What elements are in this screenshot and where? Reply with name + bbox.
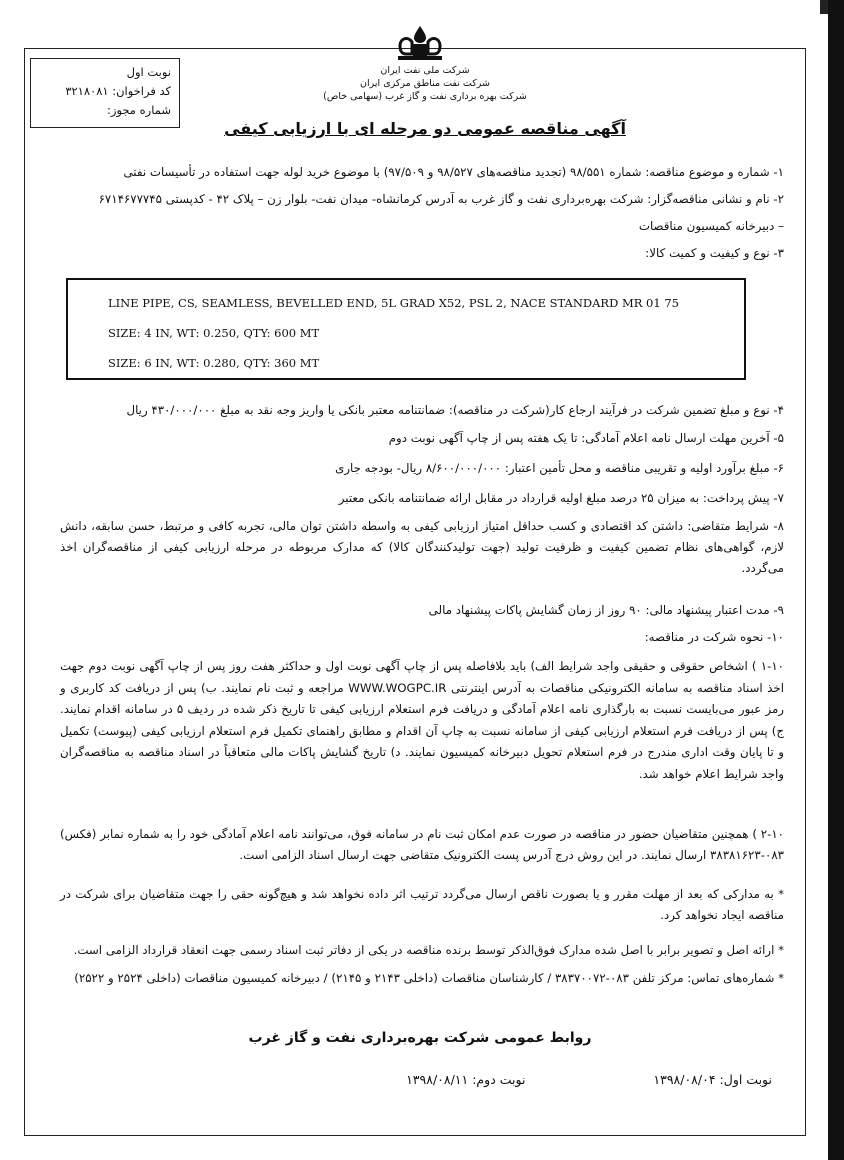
item-3: ۳- نوع و کیفیت و کمیت کالا:	[645, 246, 784, 260]
nioc-logo-icon	[392, 24, 448, 62]
item-2-continued: – دبیرخانه کمیسیون مناقصات	[638, 219, 784, 233]
item-10: ۱۰- نحوه شرکت در مناقصه:	[644, 630, 784, 644]
first-publish-date: نوبت اول: ۱۳۹۸/۰۸/۰۴	[653, 1072, 772, 1087]
goods-box	[66, 278, 746, 380]
item-2: ۲- نام و نشانی مناقصه‌گزار: شرکت بهره‌برداری نفت و گاز غرب به آدرس کرمانشاه- میدان نفت- بلوار زن – پلاک ۴۲ - کدپستی ۶۷۱۴۶۷۷۷۴۵	[98, 192, 784, 206]
info-permit-number: شماره مجوز:	[107, 103, 171, 117]
company-line-2: شرکت نفت مناطق مرکزی ایران	[360, 78, 490, 89]
company-line-3: شرکت بهره برداری نفت و گاز غرب (سهامی خاص)	[323, 91, 527, 102]
item-10-2: ۲-۱۰ ) همچنین متقاضیان حضور در مناقصه در صورت عدم امکان ثبت نام در سامانه فوق، می‌توانند نامه اعلام آمادگی خود را به شماره نمابر (فکس) ۰۸۳-۳۸۳۸۱۶۲۳ ارسال نمایند. در این روش درج آدرس پست الکترونیک متقاضی جهت ارسال اسناد الزامی است.	[60, 827, 784, 862]
item-10-1: ۱-۱۰ ) اشخاص حقوقی و حقیقی واجد شرایط الف) باید بلافاصله پس از چاپ آگهی نوبت اول و حداکثر هفت روز پس از چاپ آگهی نوبت دوم جهت اخذ اسناد مناقصه به سامانه الکترونیکی مناقصات به آدرس اینترنتی WWW.WOGPC.IR مراجعه و ثبت نام نمایند. ب) پس از دریافت کد کاربری و رمز عبور می‌بایست نسبت به بارگذاری نامه اعلام آمادگی و دریافت فرم استعلام ارزیابی کیفی تا تاریخ ذکر شده در ردیف ۵ در سامانه اقدام نمایند. ج) پس از دریافت فرم استعلام ارزیابی کیفی از سامانه نسبت به چاپ آن اقدام و مطابق راهنمای تکمیل فرم استعلام ارزیابی کیفی (پیوست) تکمیل و تا پایان وقت اداری مندرج در فرم استعلام تحویل دبیرخانه کمیسیون نمایند. د) تاریخ گشایش پاکات مالی متعاقباً در اسناد مناقصه به مناقصه‌گران واجد شرایط اعلام خواهد شد.	[60, 659, 785, 781]
info-round: نوبت اول	[126, 65, 171, 79]
scan-edge-mark	[820, 0, 828, 14]
company-names	[310, 64, 540, 103]
scan-edge	[828, 0, 844, 1160]
publish-dates	[406, 1072, 772, 1087]
item-5: ۵- آخرین مهلت ارسال نامه اعلام آمادگی: تا یک هفته پس از چاپ آگهی نوبت دوم	[388, 431, 784, 445]
page-title: آگهی مناقصه عمومی دو مرحله ای با ارزیابی کیفی	[224, 119, 626, 138]
item-6: ۶- مبلغ برآورد اولیه و تقریبی مناقصه و محل تأمین اعتبار: ۸/۶۰۰/۰۰۰/۰۰۰ ریال- بودجه جاری	[335, 461, 784, 475]
company-line-1: شرکت ملی نفت ایران	[380, 65, 470, 76]
goods-line-3: SIZE: 6 IN, WT: 0.280, QTY: 360 MT	[108, 356, 320, 370]
note-3: * شماره‌های تماس: مرکز تلفن ۰۸۳-۳۸۳۷۰۰۷۲ / کارشناسان مناقصات (داخلی ۲۱۴۳ و ۲۱۴۵) / دبیرخانه کمیسیون مناقصات (داخلی ۲۵۲۴ و ۲۵۲۲)	[74, 971, 784, 985]
info-call-code: کد فراخوان: ۳۲۱۸۰۸۱	[65, 84, 171, 98]
item-9: ۹- مدت اعتبار پیشنهاد مالی: ۹۰ روز از زمان گشایش پاکات پیشنهاد مالی	[428, 603, 784, 617]
footer-title: روابط عمومی شرکت بهره‌برداری نفت و گاز غرب	[248, 1030, 592, 1046]
note-1: * به مدارکی که بعد از مهلت مقرر و یا بصورت ناقص ارسال می‌گردد ترتیب اثر داده نخواهد شد و هیچ‌گونه حقی را جهت متقاضیان برای شرکت در مناقصه ایجاد نخواهد کرد.	[60, 887, 784, 922]
item-8: ۸- شرایط متقاضی: داشتن کد اقتصادی و کسب حداقل امتیاز ارزیابی کیفی به واسطه داشتن توان مالی، تجربه کافی و مرتبط، حسن سابقه، دانش لازم، گواهی‌های نظام تضمین کیفیت و ظرفیت تولید (جهت تولیدکنندگان کالا) که مدارک مربوطه در مرحله ارزیابی کیفی از مناقصه‌گران اخذ می‌گردد.	[60, 519, 784, 575]
note-2: * ارائه اصل و تصویر برابر با اصل شده مدارک فوق‌الذکر توسط برنده مناقصه در یکی از دفاتر ثبت اسناد رسمی جهت انعقاد قرارداد الزامی است.	[73, 943, 784, 957]
second-publish-date: نوبت دوم: ۱۳۹۸/۰۸/۱۱	[406, 1072, 526, 1087]
goods-line-2: SIZE: 4 IN, WT: 0.250, QTY: 600 MT	[108, 326, 320, 340]
info-box	[30, 58, 180, 128]
item-1: ۱- شماره و موضوع مناقصه: شماره ۹۸/۵۵۱ (تجدید مناقصه‌های ۹۸/۵۲۷ و ۹۷/۵۰۹) با موضوع خرید لوله جهت استفاده در تأسیسات نفتی	[123, 165, 784, 179]
goods-line-1: LINE PIPE, CS, SEAMLESS, BEVELLED END, 5L GRAD X52, PSL 2, NACE STANDARD MR 01 75	[108, 296, 679, 310]
item-4: ۴- نوع و مبلغ تضمین شرکت در فرآیند ارجاع کار(شرکت در مناقصه): ضمانتنامه معتبر بانکی یا واریز وجه نقد به مبلغ ۴۳۰/۰۰۰/۰۰۰ ریال	[126, 403, 784, 417]
item-7: ۷- پیش پرداخت: به میزان ۲۵ درصد مبلغ اولیه قرارداد در مقابل ارائه ضمانتنامه بانکی معتبر	[338, 491, 784, 505]
